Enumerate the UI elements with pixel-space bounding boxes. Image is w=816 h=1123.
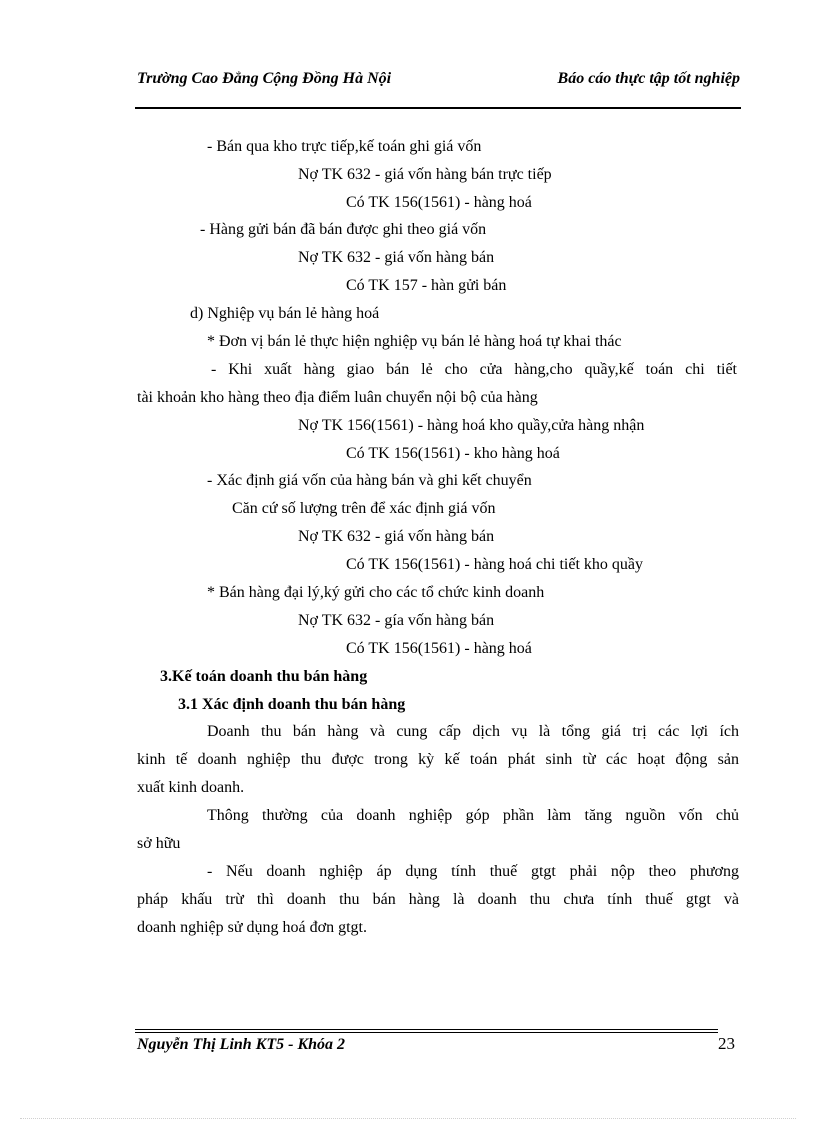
paragraph-line: Thông thường của doanh nghiệp góp phần làm tăng nguồn vốn chủ [207, 807, 739, 824]
footer-rule [135, 1032, 718, 1033]
paragraph-line: pháp khấu trừ thì doanh thu bán hàng là doanh thu chưa tính thuế gtgt và [137, 891, 739, 908]
text-line: Có TK 156(1561) - kho hàng hoá [346, 445, 560, 462]
section-heading: 3.Kế toán doanh thu bán hàng [160, 668, 368, 685]
paragraph-line: Doanh thu bán hàng và cung cấp dịch vụ là tổng giá trị các lợi ích [207, 723, 739, 740]
paragraph-line: kinh tế doanh nghiệp thu được trong kỳ kế toán phát sinh từ các hoạt động sản [137, 751, 739, 768]
header-school-name: Trường Cao Đẳng Cộng Đồng Hà Nội [137, 70, 392, 87]
text-line: - Xác định giá vốn của hàng bán và ghi kết chuyển [207, 472, 532, 489]
footer-author: Nguyễn Thị Linh KT5 - Khóa 2 [137, 1036, 346, 1053]
text-line: d) Nghiệp vụ bán lẻ hàng hoá [190, 305, 380, 322]
header-rule [135, 107, 741, 109]
text-line: Có TK 157 - hàn gửi bán [346, 277, 507, 294]
text-line: Căn cứ số lượng trên để xác định giá vốn [232, 500, 496, 517]
paragraph-line: - Nếu doanh nghiệp áp dụng tính thuế gtgt phải nộp theo phương [207, 863, 739, 880]
text-line: Nợ TK 156(1561) - hàng hoá kho quầy,cửa hàng nhận [298, 417, 645, 434]
text-line: Có TK 156(1561) - hàng hoá [346, 640, 532, 657]
text-line: Có TK 156(1561) - hàng hoá [346, 194, 532, 211]
paragraph-line: sở hữu [137, 835, 181, 852]
paragraph-line: doanh nghiệp sử dụng hoá đơn gtgt. [137, 919, 367, 936]
text-line: tài khoản kho hàng theo địa điểm luân chuyển nội bộ của hàng [137, 389, 538, 406]
text-line: Có TK 156(1561) - hàng hoá chi tiết kho quầy [346, 556, 643, 573]
page-number: 23 [718, 1034, 735, 1053]
footer-rule [135, 1029, 718, 1030]
text-line: Nợ TK 632 - giá vốn hàng bán trực tiếp [298, 166, 552, 183]
text-line: Nợ TK 632 - gía vốn hàng bán [298, 612, 495, 629]
text-line: - Bán qua kho trực tiếp,kế toán ghi giá vốn [207, 138, 482, 155]
text-line: Nợ TK 632 - giá vốn hàng bán [298, 249, 495, 266]
page-border-dots [20, 1118, 796, 1119]
text-line: * Đơn vị bán lẻ thực hiện nghiệp vụ bán lẻ hàng hoá tự khai thác [207, 333, 622, 350]
text-line: - Hàng gửi bán đã bán được ghi theo giá vốn [200, 221, 487, 238]
text-line: Nợ TK 632 - giá vốn hàng bán [298, 528, 495, 545]
subsection-heading: 3.1 Xác định doanh thu bán hàng [178, 696, 406, 713]
paragraph-line: xuất kinh doanh. [137, 779, 245, 796]
header-report-title: Báo cáo thực tập tốt nghiệp [557, 70, 740, 87]
text-line: * Bán hàng đại lý,ký gửi cho các tổ chức kinh doanh [207, 584, 545, 601]
text-line: - Khi xuất hàng giao bán lẻ cho cửa hàng,cho quầy,kế toán chi tiết [211, 361, 737, 378]
